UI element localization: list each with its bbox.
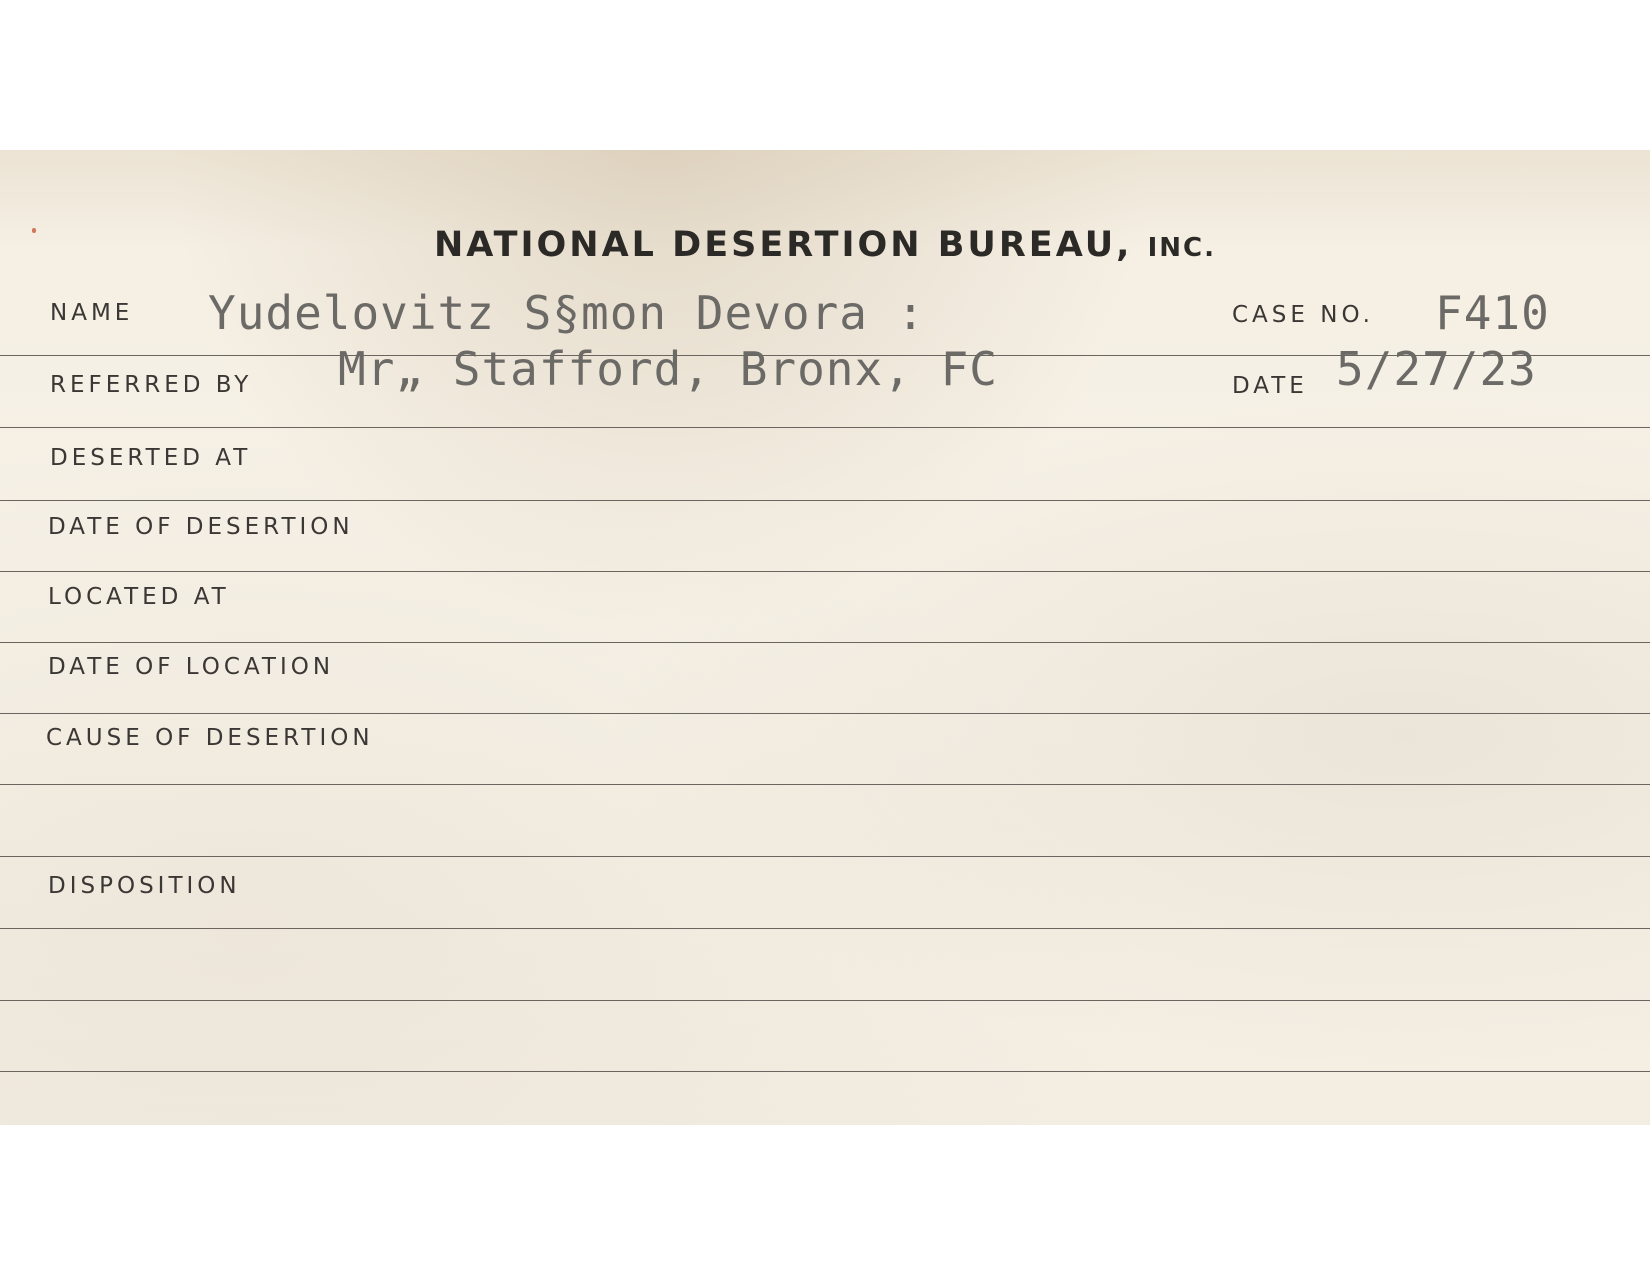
deserted-at-label: DESERTED AT <box>50 445 252 471</box>
case-no-value: F410 <box>1435 286 1550 340</box>
name-label: NAME <box>50 300 134 326</box>
case-no-label: CASE NO. <box>1232 302 1374 328</box>
rule-deserted-at <box>0 500 1650 501</box>
date-value: 5/27/23 <box>1336 342 1537 396</box>
rule-located-at <box>0 642 1650 643</box>
date-label: DATE <box>1232 373 1308 399</box>
referred-by-label: REFERRED BY <box>50 372 253 398</box>
date-of-desertion-label: DATE OF DESERTION <box>48 514 354 540</box>
rule-blank-2 <box>0 1000 1650 1001</box>
index-card <box>0 150 1650 1125</box>
located-at-label: LOCATED AT <box>48 584 230 610</box>
cause-of-desertion-label: CAUSE OF DESERTION <box>46 725 374 751</box>
card-title <box>0 225 1650 265</box>
rule-disposition <box>0 928 1650 929</box>
disposition-label: DISPOSITION <box>48 873 241 899</box>
card-title-main: NATIONAL DESERTION BUREAU, <box>433 225 1133 265</box>
rule-date-of-desertion <box>0 571 1650 572</box>
date-of-location-label: DATE OF LOCATION <box>48 654 335 680</box>
rule-blank <box>0 856 1650 857</box>
card-title-suffix: INC. <box>1147 233 1217 263</box>
referred-by-value: Mr„ Stafford, Bronx, FC <box>338 342 998 396</box>
rule-cause-of-desertion <box>0 784 1650 785</box>
rule-referred-by <box>0 427 1650 428</box>
name-value: Yudelovitz S§mon Devora : <box>208 286 926 340</box>
rule-blank-3 <box>0 1071 1650 1072</box>
rule-date-of-location <box>0 713 1650 714</box>
